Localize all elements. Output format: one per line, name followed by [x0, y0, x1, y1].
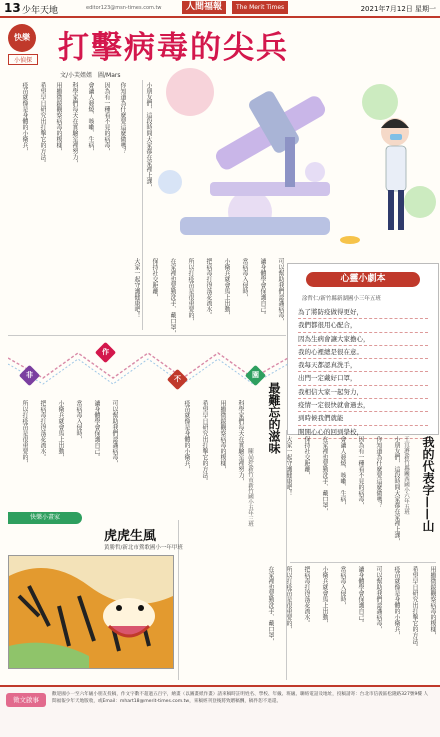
- painting-author: 黃勝哲/新北市鶯歌國小一年甲班: [104, 545, 183, 551]
- heart-theater-box: [287, 263, 439, 435]
- heart-box-line: 我相信大家一起努力，: [298, 386, 428, 399]
- submission-notice-text: 歡迎國小一至六年級小朋友投稿，作文字數不超過五百字，繪畫（以圖畫紙作畫）請來稿時註明姓名、學校、年級、班級、聯絡電話及地址，投稿請寄：台北市信義區松隆路327號9樓 人間福報少年天地版收，或Email：mhart18@merit-times.com.tw，來稿經刊登後將致贈稿酬，稿件恕不退還。: [52, 692, 429, 704]
- tiger-painting: [8, 555, 174, 669]
- main-article-col-6: 用顯微鏡觀察病毒的模樣，: [55, 82, 62, 154]
- heart-box-line: 我每天都認真洗手，: [298, 359, 428, 372]
- story-1-col-2: 用顯微鏡觀察病毒的模樣，: [219, 400, 226, 472]
- main-article-col-12: 小衛兵就會馬上出動，: [223, 258, 230, 318]
- main-article-col-3: 因為有一種看不見的病毒，: [103, 82, 110, 154]
- main-article-title: 打擊病毒的尖兵: [58, 30, 289, 66]
- category-badge-2: [95, 342, 116, 363]
- column-divider: [286, 430, 287, 680]
- story-1-author: 陳品妤/新竹市新竹國小五年三班: [247, 448, 253, 527]
- story-2-col-7: 大家一起守護健康吧！: [285, 436, 292, 496]
- story-1-col-10: 所以打疫苗是很重要的，: [21, 400, 28, 466]
- main-article-col-9: 可以幫助我們認識病毒，: [277, 258, 284, 324]
- story-1-col-8: 小衛兵就會馬上出動，: [57, 400, 64, 460]
- story-2-col-13: 當病毒入侵時，: [339, 566, 346, 608]
- page-header: [0, 0, 440, 18]
- painting-title: 虎虎生風: [104, 529, 157, 544]
- main-article-col-2: 你知道為什麼要這麼做嗎？: [119, 82, 126, 154]
- main-article-col-14: 所以打疫苗是很重要的，: [187, 258, 194, 324]
- page-number: 13: [4, 1, 21, 15]
- heart-box-line: 疫情一定很快就會過去，: [298, 399, 428, 412]
- main-article-byline: 文/小芙姐姐 圖/Mars: [60, 72, 121, 79]
- main-article-col-1: 小朋友們，這段時間大家都在家裡上課，: [145, 82, 152, 190]
- story-2-col-8: 用顯微鏡觀察病毒的模樣，: [429, 566, 436, 638]
- main-article-col-10: 讓身體學會保護自己。: [259, 258, 266, 318]
- story-1-col-9: 把病毒打得落花流水。: [39, 400, 46, 460]
- main-article-col-13: 把病毒打得落花流水。: [205, 258, 212, 318]
- story-2-col-2: 你知道為什麼要這麼做嗎？: [375, 436, 382, 508]
- heart-box-line: 我的心裡總是很在意。: [298, 346, 428, 359]
- section-divider: [8, 335, 286, 336]
- heart-box-line: 到時候我們就能: [298, 412, 428, 425]
- story-1-col-3: 希望早日研究出打擊它的方法。: [201, 400, 208, 484]
- category-badge-1: [19, 365, 40, 386]
- submission-notice-tag: 徵文啟事: [6, 693, 46, 707]
- section-divider: [290, 562, 436, 563]
- column-badge-main: 快樂: [8, 24, 36, 52]
- main-article-col-5: 科學家們每天在實驗室裡努力，: [71, 82, 78, 166]
- category-badge-label: 作: [102, 348, 109, 356]
- story-2-col-17: 在家裡也要勤洗手、戴口罩，: [267, 566, 274, 644]
- heart-box-line: 出門一定戴好口罩，: [298, 372, 428, 385]
- microscope-illustration: [150, 62, 440, 252]
- main-article-col-16: 保持社交距離，: [151, 258, 158, 300]
- main-article-col-17: 大家一起守護健康吧！: [133, 258, 140, 318]
- story-2-col-10: 疫苗就像是身體的小衛兵，: [393, 566, 400, 638]
- main-article-col-7: 希望早日研究出打擊它的方法。: [39, 82, 46, 166]
- newspaper-logo: 人間福報: [182, 1, 226, 14]
- story-1-col-6: 讓身體學會保護自己。: [93, 400, 100, 460]
- heart-box-line: 因為生病會讓大家擔心，: [298, 333, 428, 346]
- story-2-col-6: 保持社交距離，: [303, 436, 310, 478]
- story-1-title: 最難忘的滋味: [267, 382, 281, 454]
- category-badge-label: 園: [252, 371, 259, 379]
- story-2-col-12: 讓身體學會保護自己。: [357, 566, 364, 626]
- heart-box-line: 我們都很用心配合，: [298, 319, 428, 332]
- story-2-title: 我的代表字——山: [421, 436, 435, 532]
- category-badge-label: 不: [174, 375, 181, 383]
- story-2-col-1: 小朋友們，這段時間大家都在家裡上課，: [393, 436, 400, 544]
- story-1-col-1: 科學家們每天在實驗室裡努力，: [237, 400, 244, 484]
- main-article-col-15: 在家裡也要勤洗手、戴口罩，: [169, 258, 176, 336]
- story-2-col-16: 所以打疫苗是很重要的，: [285, 566, 292, 632]
- heart-box-author: 涂哲仁/新竹縣新湖國小三年五班: [302, 296, 381, 302]
- heart-box-line: 開開心心的回到學校，: [298, 426, 428, 439]
- story-2-col-9: 希望早日研究出打擊它的方法。: [411, 566, 418, 650]
- story-1-col-5: 可以幫助我們認識病毒，: [111, 400, 118, 466]
- story-2-col-4: 會讓人發燒、咳嗽、生病，: [339, 436, 346, 508]
- main-article-col-11: 當病毒入侵時，: [241, 258, 248, 300]
- category-badge-label: 非: [26, 371, 33, 379]
- main-article-col-8: 疫苗就像是身體的小衛兵，: [21, 82, 28, 154]
- scientist-figure: [381, 118, 409, 230]
- story-2-author: 王宜濬/新竹縣關西國小六年五班: [403, 436, 409, 515]
- section-email: editor123@msn-times.com.tw: [86, 5, 162, 11]
- story-2-col-3: 因為有一種看不見的病毒，: [357, 436, 364, 508]
- page-footer: [0, 685, 440, 737]
- heart-box-heading: 心靈小劇本: [306, 272, 420, 287]
- story-2-col-11: 可以幫助我們認識病毒，: [375, 566, 382, 632]
- story-2-col-14: 小衛兵就會馬上出動，: [321, 566, 328, 626]
- newspaper-logo-en: The Merit Times: [232, 1, 288, 14]
- column-badge: [8, 24, 44, 65]
- painting-section-tab: 快樂小畫家: [8, 512, 82, 524]
- heart-box-text: [298, 306, 428, 439]
- story-1-col-4: 疫苗就像是身體的小衛兵，: [183, 400, 190, 472]
- main-article-col-4: 會讓人發燒、咳嗽、生病，: [87, 82, 94, 154]
- story-2-col-15: 把病毒打得落花流水。: [303, 566, 310, 626]
- story-1-col-7: 當病毒入侵時，: [75, 400, 82, 442]
- category-badge-4: [245, 365, 266, 386]
- issue-date: 2021年7月12日 星期一: [360, 5, 436, 13]
- category-badge-3: [167, 369, 188, 390]
- story-2-col-5: 在家裡也要勤洗手、戴口罩，: [321, 436, 328, 514]
- column-badge-sub: 小偵探: [8, 54, 38, 65]
- heart-box-line: 為了將防疫做得更好，: [298, 306, 428, 319]
- section-title: 少年天地: [22, 6, 59, 16]
